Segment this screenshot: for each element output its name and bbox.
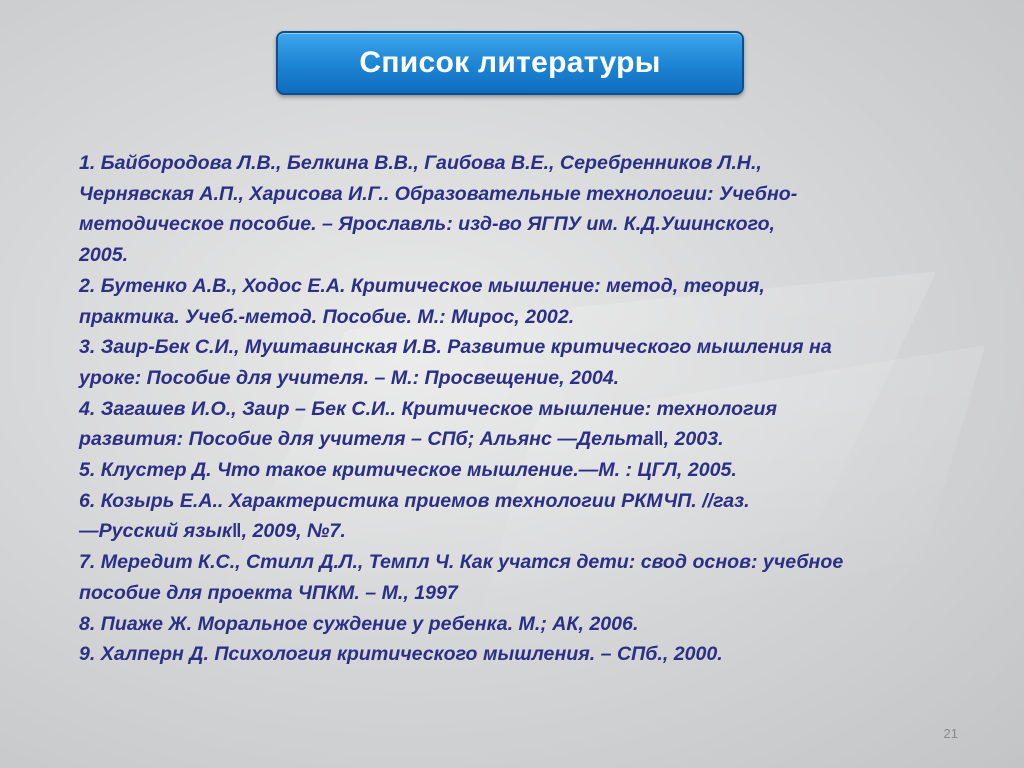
reference-line: 8. Пиаже Ж. Моральное суждение у ребенка. М.; АК, 2006. bbox=[79, 612, 639, 635]
reference-list bbox=[79, 148, 969, 670]
reference-line: уроке: Пособие для учителя. – М.: Просвещение, 2004. bbox=[79, 366, 620, 389]
reference-item bbox=[79, 609, 969, 640]
reference-item bbox=[79, 394, 969, 455]
reference-line: практика. Учеб.-метод. Пособие. М.: Мирос, 2002. bbox=[79, 305, 575, 328]
reference-item bbox=[79, 455, 969, 486]
reference-line: 9. Халперн Д. Психология критического мышления. – СПб., 2000. bbox=[79, 643, 723, 666]
reference-line: 2. Бутенко А.В., Ходос Е.А. Критическое мышление: метод, теория, bbox=[79, 274, 765, 297]
reference-line: 2005. bbox=[79, 244, 129, 267]
reference-item bbox=[79, 271, 969, 332]
reference-item bbox=[79, 639, 969, 670]
reference-line: методическое пособие. – Ярославль: изд-во ЯГПУ им. К.Д.Ушинского, bbox=[79, 213, 775, 236]
reference-line: 6. Козырь Е.А.. Характеристика приемов технологии РКМЧП. //газ. bbox=[79, 489, 750, 512]
reference-line: развития: Пособие для учителя – СПб; Альянс —Дельта‖, 2003. bbox=[79, 428, 724, 451]
slide-number: 21 bbox=[943, 726, 958, 741]
reference-line: 3. Заир-Бек С.И., Муштавинская И.В. Развитие критического мышления на bbox=[79, 336, 832, 359]
reference-item bbox=[79, 486, 969, 547]
reference-line: 4. Загашев И.О., Заир – Бек С.И.. Критическое мышление: технология bbox=[79, 397, 778, 420]
reference-item bbox=[79, 547, 969, 608]
reference-item bbox=[79, 148, 969, 271]
reference-line: —Русский язык‖, 2009, №7. bbox=[79, 520, 346, 543]
reference-line: пособие для проекта ЧПКМ. – М., 1997 bbox=[79, 581, 458, 604]
reference-line: 7. Мередит К.С., Стилл Д.Л., Темпл Ч. Как учатся дети: свод основ: учебное bbox=[79, 551, 844, 574]
title-banner bbox=[276, 31, 744, 95]
reference-line: 1. Байбородова Л.В., Белкина В.В., Гаибова В.Е., Серебренников Л.Н., bbox=[79, 152, 762, 174]
slide-title: Список литературы bbox=[359, 46, 661, 79]
reference-item bbox=[79, 332, 969, 393]
reference-line: Чернявская А.П., Харисова И.Г.. Образовательные технологии: Учебно- bbox=[79, 182, 798, 205]
reference-line: 5. Клустер Д. Что такое критическое мышление.—М. : ЦГЛ, 2005. bbox=[79, 459, 737, 482]
